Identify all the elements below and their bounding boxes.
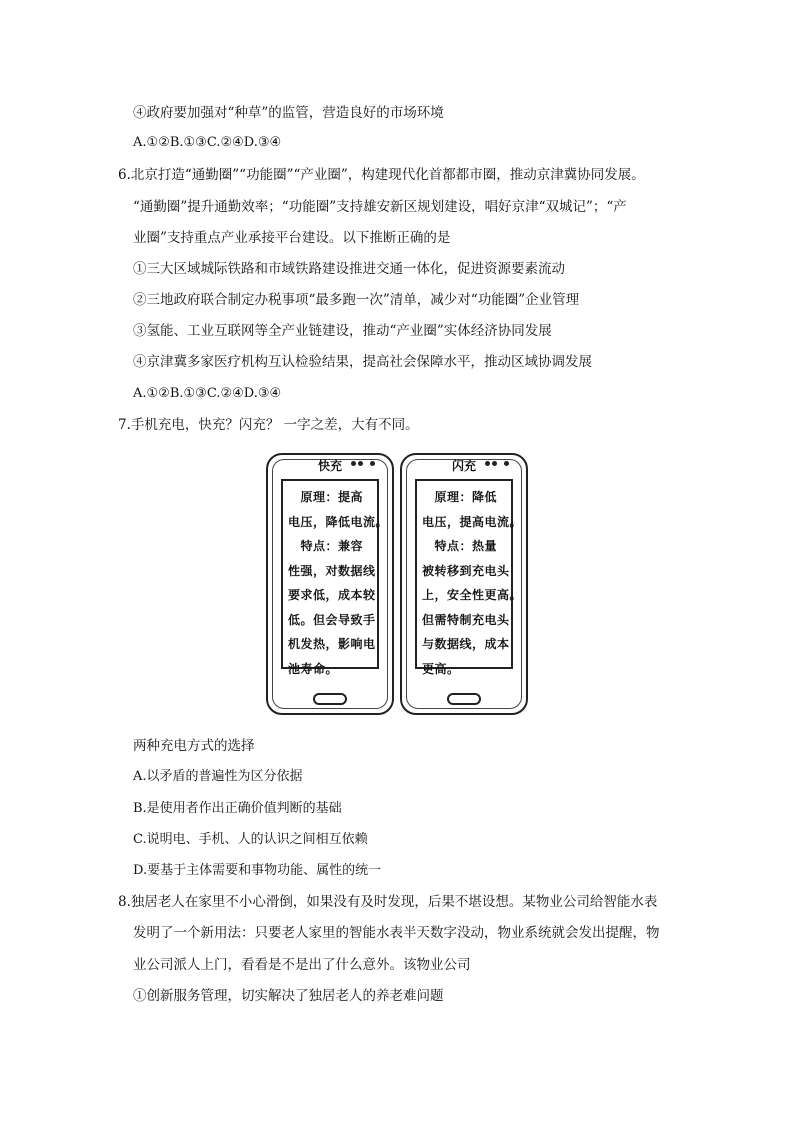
q7-option-c: C.说明电、手机、人的认识之间相互依赖	[133, 832, 368, 847]
phone-fast-title: 快充	[317, 459, 342, 473]
phone-flash-charge	[400, 453, 528, 715]
q7-option-b: B.是使用者作出正确价值判断的基础	[133, 801, 342, 816]
screen-line: 特点：热量	[422, 539, 498, 553]
screen-line: 与数据线，成本	[422, 637, 510, 651]
screen-line: 更高。	[422, 661, 460, 676]
camera-icon	[504, 461, 509, 466]
camera-icon	[370, 461, 375, 466]
screen-line: 被转移到充电头	[422, 563, 510, 578]
sensor-dot-icon	[485, 461, 490, 466]
q6-item1: ①三大区域城际铁路和市域铁路建设推进交通一体化，促进资源要素流动	[133, 261, 565, 277]
q5-item4: ④政府要加强对“种草”的监管，营造良好的市场环境	[133, 105, 444, 121]
q8-stem-line3: 业公司派人上门，看看是不是出了什么意外。该物业公司	[133, 957, 471, 973]
sensor-dot-icon	[492, 461, 497, 466]
q8-stem-line1: 8.独居老人在家里不小心滑倒，如果没有及时发现，后果不堪设想。某物业公司给智能水表	[118, 894, 658, 910]
q6-stem-line3: 业圈”支持重点产业承接平台建设。以下推断正确的是	[133, 230, 451, 246]
charging-comparison-figure	[266, 453, 532, 717]
q7-stem: 7.手机充电，快充？闪充？ 一字之差，大有不同。	[118, 417, 419, 433]
q6-options: A.①②B.①③C.②④D.③④	[133, 386, 282, 401]
screen-line: 但需特制充电头	[422, 612, 510, 627]
q5-options: A.①②B.①③C.②④D.③④	[133, 135, 282, 150]
phone-flash-title: 闪充	[451, 459, 476, 473]
phone-flash-screen	[415, 479, 523, 676]
screen-line: 上，安全性更高。	[422, 588, 523, 602]
q8-item1: ①创新服务管理，切实解决了独居老人的养老难问题	[133, 988, 444, 1004]
q6-item3: ③氢能、工业互联网等全产业链建设，推动“产业圈”实体经济协同发展	[133, 323, 552, 339]
home-button-icon	[313, 693, 347, 705]
screen-line: 特点：兼容	[288, 539, 364, 553]
screen-line: 池寿命。	[288, 661, 339, 676]
screen-line: 原理：提高	[288, 490, 364, 504]
q7-option-a: A.以矛盾的普遍性为区分依据	[133, 769, 303, 784]
screen-line: 要求低，成本较	[288, 588, 376, 602]
phone-fast-charge	[266, 453, 394, 715]
q6-stem-line2: “通勤圈”提升通勤效率；“功能圈”支持雄安新区规划建设，唱好京津“双城记”；“产	[133, 199, 627, 215]
home-button-icon	[447, 693, 481, 705]
screen-line: 低。但会导致手	[288, 612, 376, 627]
q8-stem-line2: 发明了一个新用法：只要老人家里的智能水表半天数字没动，物业系统就会发出提醒，物	[133, 925, 660, 941]
sensor-dot-icon	[358, 461, 363, 466]
sensor-dot-icon	[351, 461, 356, 466]
q6-item2: ②三地政府联合制定办税事项“最多跑一次”清单，减少对“功能圈”企业管理	[133, 292, 580, 308]
screen-line: 电压，降低电流。	[288, 514, 389, 529]
q6-stem-line1: 6.北京打造“通勤圈”“功能圈”“产业圈”，构建现代化首都都市圈，推动京津冀协同发展。	[118, 167, 645, 183]
screen-line: 电压，提高电流。	[422, 514, 523, 529]
screen-line: 原理：降低	[422, 490, 498, 504]
screen-line: 机发热，影响电	[288, 637, 376, 651]
screen-line: 性强，对数据线	[288, 563, 376, 578]
q6-item4: ④京津冀多家医疗机构互认检验结果，提高社会保障水平，推动区域协调发展	[133, 354, 592, 370]
q7-option-d: D.要基于主体需要和事物功能、属性的统一	[133, 863, 382, 878]
q7-question: 两种充电方式的选择	[133, 738, 255, 754]
phone-fast-screen	[281, 479, 389, 676]
